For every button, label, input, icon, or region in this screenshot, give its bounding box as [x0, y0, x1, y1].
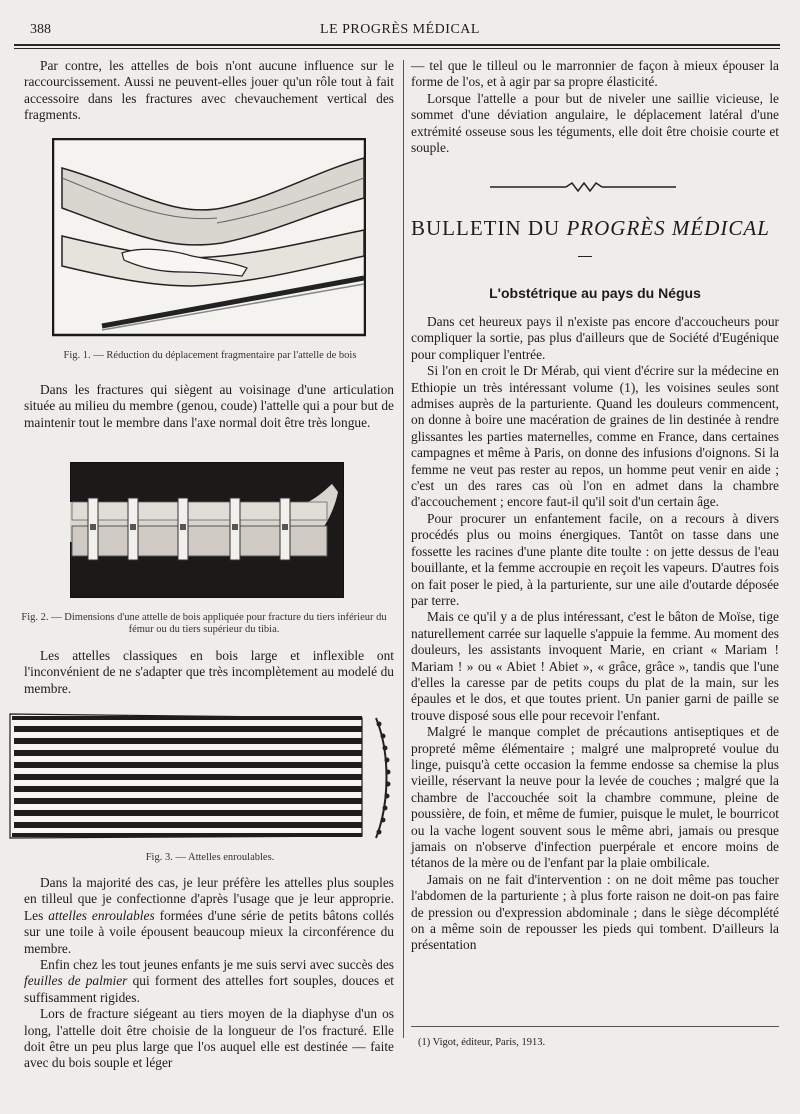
text-run: qui forment des attelles fort souples, douces et suffisamment rigides.	[24, 973, 394, 1005]
text-run: Dans la majorité des cas, je leur préfère les attelles plus souples en tilleul que je confectionne d'après l'usage que je leur approprie. Les	[24, 875, 394, 923]
right-column-top	[411, 58, 779, 156]
bulletin-heading-journal: PROGRÈS MÉDICAL	[566, 216, 770, 240]
right-column-article	[411, 314, 779, 954]
heading-dash	[578, 256, 592, 257]
paragraph: — tel que le tilleul ou le marronnier de façon à mieux épouser la forme de l'os, et à agir par sa propre élasticité.	[411, 58, 779, 90]
paragraph: Jamais on ne fait d'intervention : on ne doit même pas toucher l'abdomen de la parturiente ; à plus forte raison ne doit-on pas faire de pression ou d'expression abdominale ; dans le siège décomplété on a même soin de repousser les pieds qui tombent. D'ailleurs la présentation	[411, 871, 779, 953]
paragraph: Dans cet heureux pays il n'existe pas encore d'accoucheurs pour compliquer la sortie, pas plus d'ailleurs que de Société d'Eugénique pour compliquer l'entrée.	[411, 314, 779, 362]
left-column-middle	[24, 382, 394, 431]
left-column-middle-2	[24, 648, 394, 697]
paragraph: Lors de fracture siégeant au tiers moyen de la diaphyse d'un os long, l'attelle doit être choisie de la longueur de l'os fracturé. Elle doit être un peu plus large que l'os auquel elle est destinée — faite avec du bois souple et léger	[24, 1006, 394, 1071]
paragraph: Malgré le manque complet de précautions antiseptiques et de propreté même élémentaire ; malgré une malpropreté voulue du linge, puisqu'à cette occasion la femme endosse sa chemise la plus vieille, réservant la neuve pour la levée de couches ; malgré que la chambre de l'accouchée soit la chambre commune, pleine de poussière, de foin, et même de fumier, puisque le mulet, le bourricot ou la vache logent souvent sous le même abri, jamais ou presque jamais on n'observe d'infection puerpérale et encore moins de tétanos de la mère ou de l'enfant par la plaie ombilicale.	[411, 724, 779, 871]
running-head: LE PROGRÈS MÉDICAL	[320, 22, 480, 37]
column-divider	[403, 60, 404, 1038]
figure-1-splint-illustration	[52, 138, 366, 340]
figure-3-rollable-splints	[6, 712, 396, 844]
figure-2-leg-splint-photo	[70, 462, 344, 598]
paragraph: Pour procurer un enfantement facile, on a recours à divers procédés plus ou moins énergiques. Tantôt on tasse dans une fossette les racines d'une plante dite toulte : on jette dessus de l'eau bouillante, et la femme accroupie en reçoit les vapeurs. D'autres fois on fait poser le pied, à la parturiente, sur une aile d'outarde déposée par terre.	[411, 510, 779, 608]
paragraph	[24, 957, 394, 1006]
header-rule-thin	[14, 48, 780, 49]
paragraph: Mais ce qu'il y a de plus intéressant, c'est le bâton de Moïse, tige naturellement carrée sur laquelle s'appuie la femme. Au moment des douleurs, les assistants invoquent Marie, en criant « Mariam ! Mariam ! » ou « Abiet ! Abiet », « grâce, grâce », tandis que l'une d'elles la caresse par de petits coups du plat de la main, sur les épaules et le dos, et que toutes prient. Un panier garni de paille se trouve disposé sous elle pour recevoir l'enfant.	[411, 609, 779, 723]
paragraph: Lorsque l'attelle a pour but de niveler une saillie vicieuse, le sommet d'une déviation angulaire, le déplacement latéral d'une extrémité osseuse sous les téguments, elle doit être choisie courte et souple.	[411, 90, 779, 156]
left-column-top	[24, 58, 394, 124]
footnote: (1) Vigot, éditeur, Paris, 1913.	[418, 1037, 546, 1048]
italic-term: attelles enroulables	[48, 907, 155, 923]
paragraph: Dans les fractures qui siègent au voisinage d'une articulation située au milieu du membre (genou, coude) l'attelle qui a pour but de maintenir tout le membre dans l'axe normal doit être très longue.	[24, 382, 394, 430]
paragraph: Si l'on en croit le Dr Mérab, qui vient d'écrire sur la médecine en Ethiopie un très intéressant volume (1), les voisines seules sont admises auprès de la parturiente. Quand les douleurs commencent, on donne à boire une macération de graines de lin destinée à rendre glissantes les parties maternelles, comme en France, dans certaines campagnes et même à Paris, on donne des infusions d'oignons. Si la femme ne veut pas rester au repos, un homme peut venir en aide ; c'est un des rares cas où l'on en admet dans la chambre d'accouchement ; encore faut-il qu'il soit d'un certain âge.	[411, 363, 779, 510]
figure-1-caption: Fig. 1. — Réduction du déplacement fragmentaire par l'attelle de bois	[63, 350, 357, 361]
text-run: Enfin chez les tout jeunes enfants je me suis servi avec succès des	[40, 957, 394, 973]
paragraph	[24, 875, 394, 957]
figure-3-caption: Fig. 3. — Attelles enroulables.	[145, 852, 275, 863]
article-title: L'obstétrique au pays du Négus	[489, 285, 701, 301]
left-column-bottom	[24, 875, 394, 1072]
section-ornament	[490, 180, 676, 194]
paragraph: Par contre, les attelles de bois n'ont aucune influence sur le raccourcissement. Aussi ne peuvent-elles jouer qu'un rôle tout à fait accessoire dans les fractures avec chevauchement vertical des fragments.	[24, 58, 394, 123]
header-rule	[14, 44, 780, 46]
footnote-rule	[411, 1026, 779, 1027]
bulletin-heading-prefix: BULLETIN DU	[411, 216, 567, 240]
text-run: formées d'une série de petits bâtons collés sur une toile à voile épousent beaucoup mieux la circonférence du membre.	[24, 907, 394, 956]
bulletin-heading	[411, 216, 781, 241]
figure-2-caption: Fig. 2. — Dimensions d'une attelle de bois appliquée pour fracture du tiers inférieur du fémur ou du tiers supérieur du tibia.	[21, 612, 387, 635]
page-number: 388	[30, 22, 51, 37]
paragraph: Les attelles classiques en bois large et inflexible ont l'inconvénient de ne s'adapter que très incomplètement au modelé du membre.	[24, 648, 394, 696]
italic-term: feuilles de palmier	[24, 973, 128, 989]
